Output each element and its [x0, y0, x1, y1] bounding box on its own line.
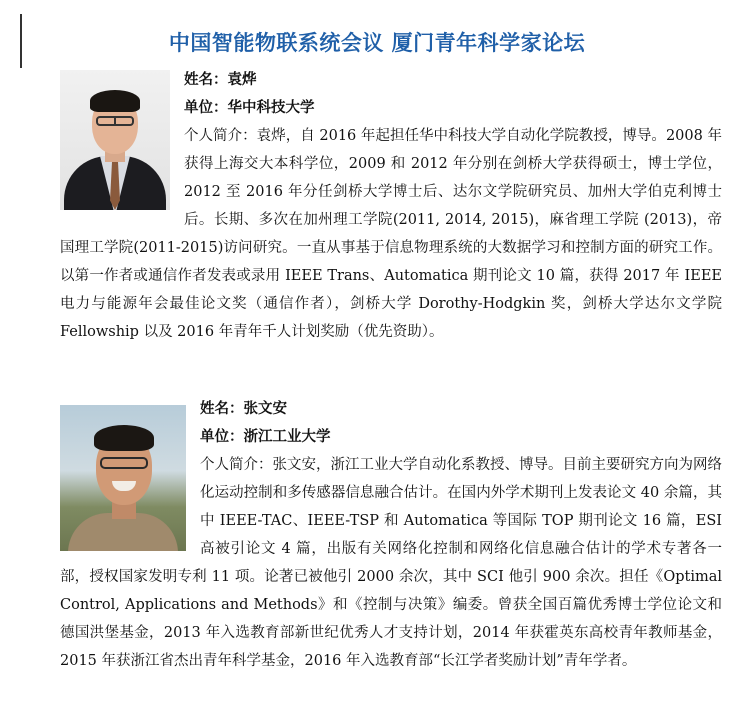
bio-label: 个人简介：: [200, 457, 273, 473]
speaker-bio-1: [60, 66, 722, 346]
name-label: 姓名：: [200, 401, 244, 417]
speaker-bio-2: [60, 395, 722, 675]
page-title: 中国智能物联系统会议 厦门青年科学家论坛: [168, 31, 586, 55]
name-label: 姓名：: [184, 72, 228, 88]
bio-label: 个人简介：: [184, 128, 257, 144]
bio-body: 张文安，浙江工业大学自动化系教授、博导。目前主要研究方向为网络化运动控制和多传感器信息融合估计。在国内外学术期刊上发表论文 40 余篇，其中 IEEE-TAC、IEEE-TSP 和 Automatica 等国际 TOP 期刊论文 16 篇，ESI 高被引论文 4 篇，出版有关网络化控制和网络化信息融合估计的学术专著各一部，授权国家发明专利 11 项。论著已被他引 2000 余次，其中 SCI 他引 900 余次。担任《Optimal Control, Applications and Methods》和《控制与决策》编委。曾获全国百篇优秀博士学位论文和德国洪堡基金，2013 年入选教育部新世纪优秀人才支持计划，2014 年获霍英东高校青年教师基金，2015 年获浙江省杰出青年科学基金，2016 年入选教育部“长江学者奖励计划”青年学者。: [60, 457, 722, 669]
speaker-photo-2: [60, 405, 186, 551]
speaker-affiliation: 华中科技大学: [227, 100, 315, 116]
affiliation-label: 单位：: [184, 100, 228, 116]
speaker-photo-1: [60, 70, 170, 210]
speaker-name: 袁烨: [227, 72, 257, 88]
bio-body: 袁烨，自 2016 年起担任华中科技大学自动化学院教授，博导。2008 年获得上海交大本科学位，2009 和 2012 年分别在剑桥大学获得硕士，博士学位，2012 至 2016 年分任剑桥大学博士后、达尔文学院研究员、加州大学伯克利博士后。长期、多次在加州理工学院(2011, 2014, 2015)，麻省理工学院 (2013)，帝国理工学院(2011-2015)访问研究。一直从事基于信息物理系统的大数据学习和控制方面的研究工作。以第一作者或通信作者发表或录用 IEEE Trans、Automatica 期刊论文 10 篇，获得 2017 年 IEEE 电力与能源年会最佳论文奖（通信作者），剑桥大学 Dorothy-Hodgkin 奖，剑桥大学达尔文学院 Fellowship 以及 2016 年青年千人计划奖励（优先资助）。: [60, 128, 722, 340]
speaker-affiliation: 浙江工业大学: [243, 429, 331, 445]
speaker-name: 张文安: [243, 401, 287, 417]
affiliation-label: 单位：: [200, 429, 244, 445]
